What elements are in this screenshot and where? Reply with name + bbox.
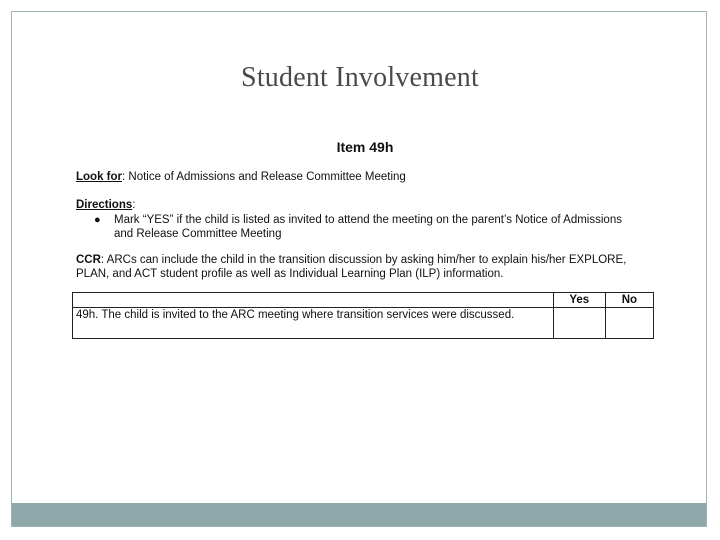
look-for-text: : Notice of Admissions and Release Committee Meeting bbox=[122, 171, 406, 183]
no-cell bbox=[605, 308, 653, 339]
table-row bbox=[73, 308, 654, 339]
item-heading: Item 49h bbox=[336, 139, 394, 155]
bullet-icon: ● bbox=[94, 214, 101, 226]
slide-title: Student Involvement bbox=[241, 62, 479, 93]
question-cell: 49h. The child is invited to the ARC meeting where transition services were discussed. bbox=[73, 308, 554, 339]
checklist-table bbox=[72, 292, 654, 339]
directions-list bbox=[72, 213, 654, 241]
ccr-label: CCR bbox=[76, 254, 101, 266]
look-for-line bbox=[76, 170, 654, 184]
directions-item bbox=[94, 213, 624, 241]
directions-heading bbox=[76, 198, 654, 212]
checklist-header-row bbox=[73, 293, 654, 308]
header-blank-cell bbox=[73, 293, 554, 308]
footer-band bbox=[12, 503, 706, 526]
directions-item-text: Mark “YES” if the child is listed as invited to attend the meeting on the parent’s Notice of Admissions and Release Committee Meeting bbox=[114, 214, 622, 240]
yes-cell bbox=[553, 308, 605, 339]
header-no: No bbox=[605, 293, 653, 308]
document-image bbox=[72, 140, 654, 339]
ccr-paragraph bbox=[76, 253, 636, 281]
look-for-label: Look for bbox=[76, 171, 122, 183]
directions-label: Directions bbox=[76, 199, 133, 211]
ccr-text: : ARCs can include the child in the transition discussion by asking him/her to explain his/her EXPLORE, PLAN, and ACT student profile as well as Individual Learning Plan (ILP) information. bbox=[76, 254, 627, 280]
header-yes: Yes bbox=[553, 293, 605, 308]
directions-colon: : bbox=[132, 199, 136, 211]
